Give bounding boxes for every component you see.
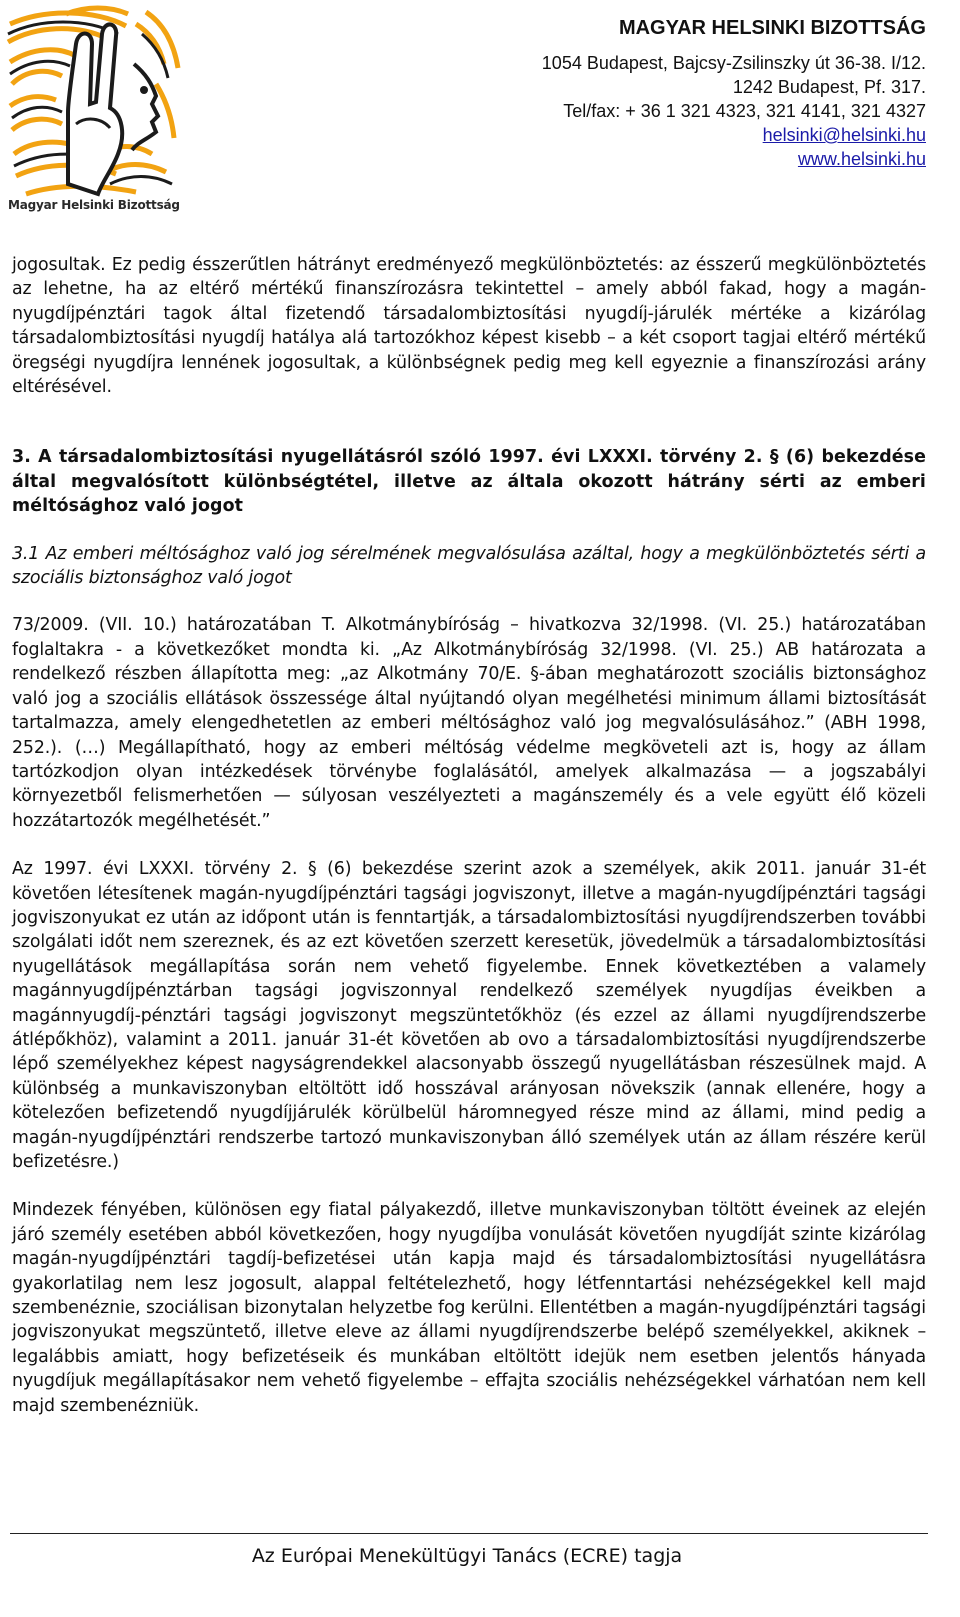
paragraph-constitutional-court: 73/2009. (VII. 10.) határozatában T. Alkotmánybíróság – hivatkozva 32/1998. (VI. 25.) határozatában foglaltakra - a következőket mondta ki. „Az Alkotmánybíróság 32/1998. (VI. 25.) AB határozata a rendelkező részben állapította meg: „az Alkotmány 70/E. §-ában meghatározott szociális biztonsághoz való jog a szociális ellátások összessége által nyújtandó olyan megélhetési minimum állami biztosítását tartalmazza, amely elengedhetetlen az emberi méltósághoz való jog megvalósulásához.” (ABH 1998, 252.). (…) Megállapítható, hogy az emberi méltóság védelme megköveteli azt is, hogy az állam tartózkodjon olyan intézkedések törvénybe foglalásától, amelyek alkalmazása — a jogszabályi környezetből felismerhetően — súlyosan veszélyezteti a magánszemély és a vele együtt élő közeli hozzátartozók megélhetését.” — [12, 615, 926, 831]
organization-logo — [6, 4, 184, 218]
spacer — [12, 833, 926, 857]
paragraph-continuation: jogosultak. Ez pedig ésszerűtlen hátrányt eredményező megkülönböztetés: az ésszerű megkülönböztetés az lehetne, ha az eltérő mértékű finanszírozásra tekintettel – amely abból fakad, hogy a magán-nyugdíjpénztári tagok által fizetendő társadalombiztosítási nyugdíj-járulék mértéke a kizárólag társadalombiztosítási nyugdíj hatálya alá tartozókhoz képest kisebb – a két csoport tagjai eltérő mértékű öregségi nyugdíjra lennének jogosultak, a különbségnek pedig meg kell egyeznie a finanszírozási arány eltérésével. — [12, 255, 926, 398]
organization-contact-block — [542, 14, 926, 171]
address-street: 1054 Budapest, Bajcsy-Zsilinszky út 36-38. I/12. — [541, 53, 926, 73]
website-link[interactable]: www.helsinki.hu — [797, 149, 926, 169]
spacer — [12, 590, 926, 613]
footer-divider — [10, 1533, 928, 1534]
paragraph-consequences: Mindezek fényében, különösen egy fiatal pályakezdő, illetve munkaviszonyban töltött éveinek az elején járó személy esetében abból következően, hogy nyugdíjba vonulását követően nyugdíját szinte kizárólag magán-nyugdíjpénztári tagdíj-befizetései után kapja majd és társadalombiztosítási nyugellátásra gyakorlatilag nem lesz jogosult, alappal feltételezhető, hogy létfenntartási nehézségekkel kell majd szembenéznie, szociálisan bizonytalan helyzetbe fog kerülni. Ellentétben a magán-nyugdíjpénztári tagsági jogviszonyukat megszüntető, illetve eleve az állami nyugdíjrendszerbe belépő személyekkel, akiknek – legalábbis amiatt, hogy befizetéseik és munkában eltöltött idejük nem esetben jelentős hányada nyugdíjuk megállapításakor nem vehető figyelembe – effajta szociális nehézségekkel várhatóan nem kell majd szembenézniük. — [12, 1200, 926, 1416]
paragraph-law-provision: Az 1997. évi LXXXI. törvény 2. § (6) bekezdése szerint azok a személyek, akik 2011. január 31-ét követően létesítenek magán-nyugdíjpénztári tagsági jogviszonyt, illetve a magán-nyugdíjpénztári tagsági jogviszonyukat ez után az időpont után is fenntartják, a társadalombiztosítási nyugdíjrendszerben további szolgálati időt nem szereznek, és az ezt követően szerzett keresetük, jövedelmük a társadalombiztosítási nyugellátások megállapítása során nem vehető figyelembe. Ennek következtében a valamely magánnyugdíjpénztárban tagsági jogviszonnyal rendelkező személyek nyugdíjas éveikben a magánnyugdíj-pénztári tagsági jogviszonyt megszüntetőkhöz (és ezzel az állami nyugdíjrendszerbe átlépőkhöz), valamint a 2011. január 31-ét követően ab ovo a társadalombiztosítási nyugdíjrendszerbe lépő személyekhez képest nagyságrendekkel alacsonyabb összegű nyugellátásban részesülnek majd. A különbség a munkaviszonyban eltöltött idő hosszával arányosan növekszik (annak ellenére, hogy a kötelezően befizetendő nyugdíjjárulék körülbelül háromnegyed része mind az állami, mind pedig a magán-nyugdíjpénztári rendszerbe tartozó munkaviszonyban álló személyek után az állam részére kerül befizetésre.) — [12, 859, 926, 1172]
organization-name: MAGYAR HELSINKI BIZOTTSÁG — [618, 17, 926, 39]
footer-text: Az Európai Menekültügyi Tanács (ECRE) tagja — [251, 1545, 683, 1567]
spacer — [12, 1174, 926, 1198]
subsection-heading: 3.1 Az emberi méltósághoz való jog sérelmének megvalósulása azáltal, hogy a megkülönböztetés sérti a szociális biztonsághoz való jogot — [12, 543, 926, 589]
email-link[interactable]: helsinki@helsinki.hu — [762, 125, 926, 145]
document-body — [12, 253, 926, 1418]
spacer — [12, 519, 926, 542]
logo-caption: Magyar Helsinki Bizottság — [8, 198, 180, 212]
section-heading: 3. A társadalombiztosítási nyugellátásról szóló 1997. évi LXXXI. törvény 2. § (6) bekezdése által megvalósított különbségtétel, illetve az általa okozott hátrány sérti az emberi méltósághoz való jogot — [12, 447, 926, 517]
spacer — [12, 425, 926, 445]
address-po-box: 1242 Budapest, Pf. 317. — [732, 77, 926, 97]
spacer — [12, 399, 926, 425]
logo-hand-face-image — [6, 4, 184, 198]
phone-fax: Tel/fax: + 36 1 321 4323, 321 4141, 321 4327 — [563, 101, 926, 121]
